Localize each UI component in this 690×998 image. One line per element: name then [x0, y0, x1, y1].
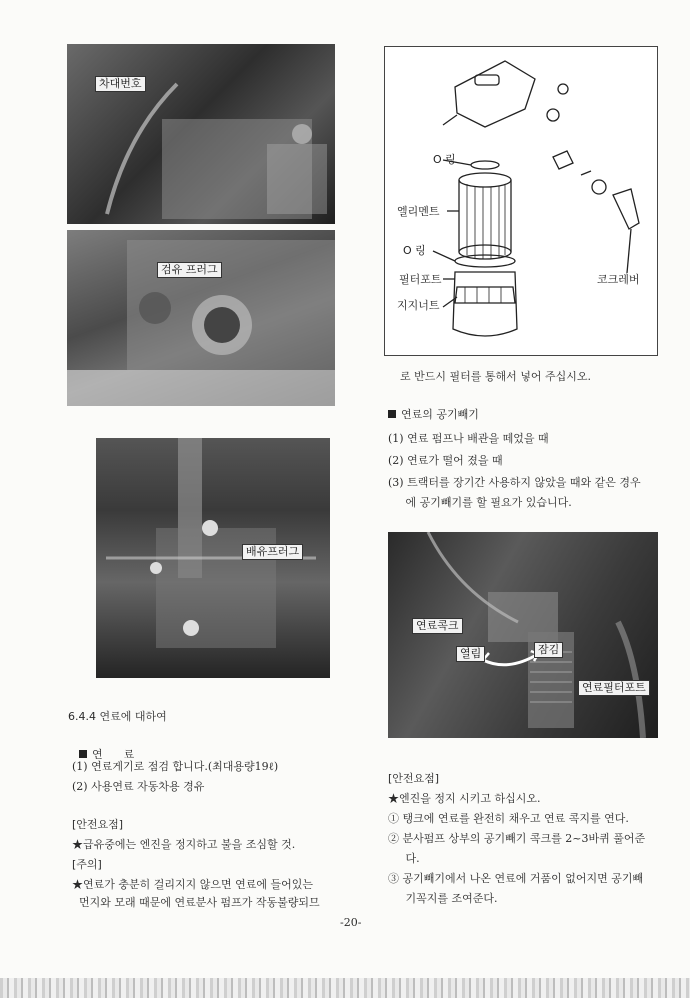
fuel-filter-diagram — [384, 46, 658, 356]
continued-text: 로 반드시 필터를 통해서 넣어 주십시오. — [400, 370, 591, 383]
air-bleed-item-3-cont: 에 공기빼기를 할 필요가 있습니다. — [388, 496, 572, 509]
label-open: 열림 — [456, 646, 485, 662]
air-bleed-item-1: (1) 연료 펌프나 배관을 떼었을 때 — [388, 432, 549, 445]
photo-chassis-number — [67, 44, 335, 224]
left-safety-item-1: ★급유중에는 엔진을 정지하고 불을 조심할 것. — [72, 838, 296, 851]
label-element: 엘리멘트 — [397, 205, 440, 218]
label-drain-plug: 배유프러그 — [242, 544, 303, 560]
label-closed: 잠김 — [534, 642, 563, 658]
label-support-nut: 지지너트 — [397, 299, 440, 312]
photo-drain-plug — [96, 438, 330, 678]
label-fuel-filter-pot: 연료필터포트 — [578, 680, 650, 696]
right-safety-item-4: ③ 공기빼기에서 나온 연료에 거품이 없어지면 공기빼 — [388, 872, 644, 885]
right-safety-item-4-cont: 기꼭지를 조여준다. — [388, 892, 498, 905]
section-heading: 6.4.4 연료에 대하여 — [68, 710, 167, 723]
label-inspection-plug: 검유 프러그 — [157, 262, 222, 278]
right-safety-item-1: ★엔진을 정지 시키고 하십시오. — [388, 792, 541, 805]
photo-inspection-plug — [67, 230, 335, 406]
right-safety-item-2: ① 탱크에 연료를 완전히 채우고 연료 콕지를 연다. — [388, 812, 629, 825]
left-safety-title: [안전요점] — [72, 818, 124, 831]
air-bleed-item-2: (2) 연료가 떨어 졌을 때 — [388, 454, 503, 467]
page-number: -20- — [340, 916, 362, 929]
label-oring-top: O 링 — [433, 153, 456, 166]
caution-item-1: ★연료가 충분히 걸리지지 않으면 연료에 들어있는 — [72, 878, 314, 891]
photo-chassis-detail — [67, 44, 335, 224]
bullet-square — [388, 410, 396, 418]
air-bleed-item-3: (3) 트랙터를 장기간 사용하지 않았을 때와 같은 경우 — [388, 476, 641, 489]
fuel-item-1: (1) 연료게기로 점검 합니다.(최대용량19ℓ) — [72, 760, 279, 773]
photo-fuel-cock — [388, 532, 658, 738]
scan-artifact-strip — [0, 978, 690, 998]
photo-fuel-cock-detail — [388, 532, 658, 738]
right-safety-item-3-cont: 다. — [388, 852, 420, 865]
label-filter-pot: 필터포트 — [399, 273, 442, 286]
label-oring-bottom: O 링 — [403, 244, 426, 257]
label-chassis-number: 차대번호 — [95, 76, 146, 92]
label-fuel-cock: 연료콕크 — [412, 618, 463, 634]
right-safety-title: [안전요점] — [388, 772, 440, 785]
photo-plug-detail — [67, 230, 335, 406]
right-safety-item-3: ② 분사펌프 상부의 공기빼기 콕크를 2~3바퀴 풀어준 — [388, 832, 646, 845]
caution-title: [주의] — [72, 858, 102, 871]
air-bleed-heading: 연료의 공기빼기 — [388, 408, 479, 422]
label-cock-lever: 코크레버 — [597, 273, 640, 286]
fuel-item-2: (2) 사용연료 자동차용 경유 — [72, 780, 205, 793]
caution-item-2: 먼지와 모래 때문에 연료분사 펌프가 작동불량되므 — [72, 896, 320, 909]
bullet-square — [79, 750, 87, 758]
fuel-heading: 연 료 — [72, 734, 134, 762]
